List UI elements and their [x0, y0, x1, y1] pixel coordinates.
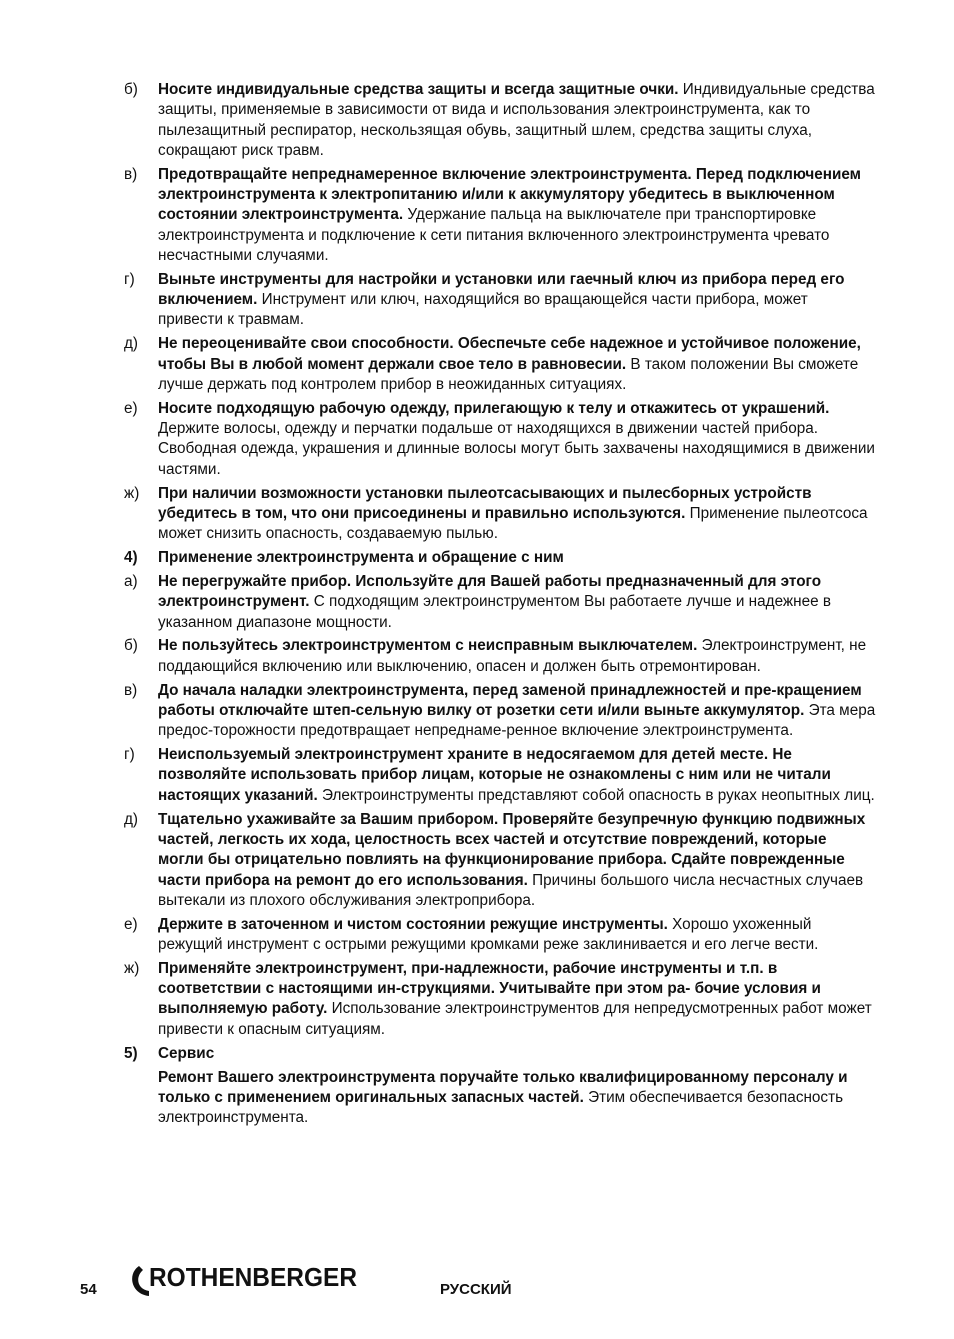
- item-normal-text: Причины большого числа несчастных случаев вытекали из плохого обслуживания электроприбора.: [158, 871, 864, 909]
- item-normal-text: Этим обеспечивается безопасность электроинструмента.: [158, 1088, 844, 1127]
- list-marker: д): [124, 335, 139, 353]
- item-bold-text: Не перегружайте прибор. Используйте для Вашей работы предназначенный для этого электроинструмент.: [158, 572, 822, 611]
- item-bold-text: Выньте инструменты для настройки и установки или гаечный ключ из прибора перед его включением.: [158, 270, 845, 309]
- item-text: [158, 270, 876, 331]
- list-item: [124, 165, 876, 266]
- list-marker: г): [124, 746, 135, 764]
- language-label: РУССКИЙ: [440, 1281, 512, 1298]
- item-normal-text: Удержание пальца на выключателе при транспортировке электроинструмента и подключение к сети питания включенного электроинструмента чревато несчастными случаями.: [158, 206, 830, 264]
- section-heading: [124, 1044, 876, 1064]
- item-normal-text: Хорошо ухоженный режущий инструмент с острыми режущими кромками реже заклинивается и его легче вести.: [158, 915, 819, 953]
- item-normal-text: Держите волосы, одежду и перчатки подальше от находящихся в движении частей прибора. Свободная одежда, украшения и длинные волосы могут быть захвачены находящимися в движении частями.: [158, 420, 875, 478]
- item-bold-text: Неиспользуемый электроинструмент храните в недосягаемом для детей месте. Не позволяйте использовать прибор лицам, которые не ознакомлены с ним или не читали настоящих указаний.: [158, 746, 831, 804]
- item-bold-text: Не переоценивайте свои способности. Обеспечьте себе надежное и устойчивое положение, чтобы Вы в любой момент держали свое тело в равновесии.: [158, 335, 861, 373]
- item-normal-text: Индивидуальные средства защиты, применяемые в зависимости от вида и использования электроинструмента, как то пылезащитный респиратор, нескользящая обувь, защитный шлем, средства защиты слуха, сокращают риск травм.: [158, 81, 875, 159]
- list-marker: е): [124, 399, 138, 417]
- list-marker: 5): [124, 1044, 138, 1062]
- list-marker: 4): [124, 549, 138, 567]
- list-item: [124, 959, 876, 1040]
- list-marker: в): [124, 165, 138, 183]
- list-item: [124, 334, 876, 395]
- list-marker: ж): [124, 484, 140, 502]
- list-item: [124, 1068, 876, 1129]
- item-text: [158, 915, 876, 956]
- item-text: [158, 165, 876, 266]
- item-normal-text: Эта мера предос-торожности предотвращает непреднаме-ренное включение электроинструмента.: [158, 701, 876, 740]
- item-bold-text: Носите подходящую рабочую одежду, прилегающую к телу и откажитесь от украшений.: [158, 399, 830, 417]
- list-marker: д): [124, 810, 139, 828]
- item-text: [158, 959, 876, 1040]
- list-item: [124, 484, 876, 545]
- item-text: [158, 399, 876, 480]
- item-bold-text: Применяйте электроинструмент, при-надлежности, рабочие инструменты и т.п. в соответствии с настоящими ин-струкциями. Учитывайте при этом ра- бочие условия и выполняемую работу.: [158, 959, 821, 1018]
- list-item: [124, 745, 876, 806]
- list-marker: в): [124, 681, 138, 699]
- item-text: [158, 1068, 876, 1129]
- item-normal-text: Использование электроинструментов для непредусмотренных работ может привести к опасным ситуациям.: [158, 1000, 872, 1038]
- list-item: [124, 572, 876, 633]
- list-marker: б): [124, 637, 138, 655]
- list-marker: [124, 1068, 158, 1129]
- item-bold-text: Носите индивидуальные средства защиты и всегда защитные очки.: [158, 81, 679, 98]
- list-marker: б): [124, 81, 138, 98]
- list-marker: ж): [124, 959, 140, 977]
- item-bold-text: Сервис: [158, 1044, 215, 1062]
- list-item: [124, 915, 876, 956]
- item-bold-text: Ремонт Вашего электроинструмента поручайте только квалифицированному персоналу и только с применением оригинальных запасных частей.: [158, 1068, 848, 1106]
- section-heading: [124, 548, 876, 568]
- item-bold-text: При наличии возможности установки пылеотсасывающих и пылесборных устройств убедитесь в том, что они присоединены и правильно используются.: [158, 484, 812, 522]
- item-normal-text: Применение пылеотсоса может снизить опасность, создаваемую пылью.: [158, 504, 868, 543]
- item-normal-text: Инструмент или ключ, находящийся во вращающейся части прибора, может привести к травмам.: [158, 291, 808, 329]
- list-item: [124, 810, 876, 911]
- item-bold-text: Держите в заточенном и чистом состоянии режущие инструменты.: [158, 915, 668, 933]
- list-item: [124, 681, 876, 742]
- document-body: [124, 80, 876, 1132]
- svg-text:ROTHENBERGER: ROTHENBERGER: [149, 1262, 358, 1292]
- item-text: [158, 80, 876, 161]
- item-text: [158, 334, 876, 395]
- item-bold-text: Предотвращайте непреднамеренное включение электроинструмента. Перед подключением электроинструмента к электропитанию и/или к аккумулятору убедитесь в выключенном состоянии электроинструмента.: [158, 165, 861, 224]
- item-normal-text: Электроинструменты представляют собой опасность в руках неопытных лиц.: [322, 786, 875, 804]
- list-item: [124, 636, 876, 677]
- list-item: [124, 399, 876, 480]
- item-bold-text: До начала наладки электроинструмента, перед заменой принадлежностей и пре-кращением работы отключайте штеп-сельную вилку от розетки сети и/или выньте аккумулятор.: [158, 681, 862, 719]
- item-normal-text: Электроинструмент, не поддающийся включению или выключению, опасен и должен быть отремонтирован.: [158, 637, 867, 675]
- list-marker: г): [124, 270, 135, 288]
- list-item: [124, 270, 876, 331]
- item-text: [158, 810, 876, 911]
- item-text: [158, 1044, 876, 1064]
- page-number: 54: [80, 1281, 97, 1298]
- item-bold-text: Не пользуйтесь электроинструментом с неисправным выключателем.: [158, 637, 698, 655]
- rothenberger-logo: [127, 1260, 362, 1300]
- item-bold-text: Тщательно ухаживайте за Вашим прибором. Проверяйте безупречную функцию подвижных частей, легкость их хода, целостность всех частей и отсутствие повреждений, которые могли бы отрицательно повлиять на функционирование прибора. Сдайте поврежденные части прибора на ремонт до его использования.: [158, 810, 866, 889]
- item-normal-text: С подходящим электроинструментом Вы работаете лучше и надежнее в указанном диапазоне мощности.: [158, 593, 831, 631]
- item-text: [158, 745, 876, 806]
- item-text: [158, 548, 876, 568]
- list-marker: а): [124, 572, 138, 590]
- item-text: [158, 681, 876, 742]
- item-normal-text: В таком положении Вы сможете лучше держать под контролем прибор в неожиданных ситуациях.: [158, 355, 859, 393]
- list-item: [124, 80, 876, 161]
- item-text: [158, 484, 876, 545]
- item-text: [158, 636, 876, 677]
- item-bold-text: Применение электроинструмента и обращение с ним: [158, 549, 564, 567]
- logo-swoosh-icon: [132, 1266, 149, 1296]
- item-text: [158, 572, 876, 633]
- list-marker: е): [124, 915, 138, 933]
